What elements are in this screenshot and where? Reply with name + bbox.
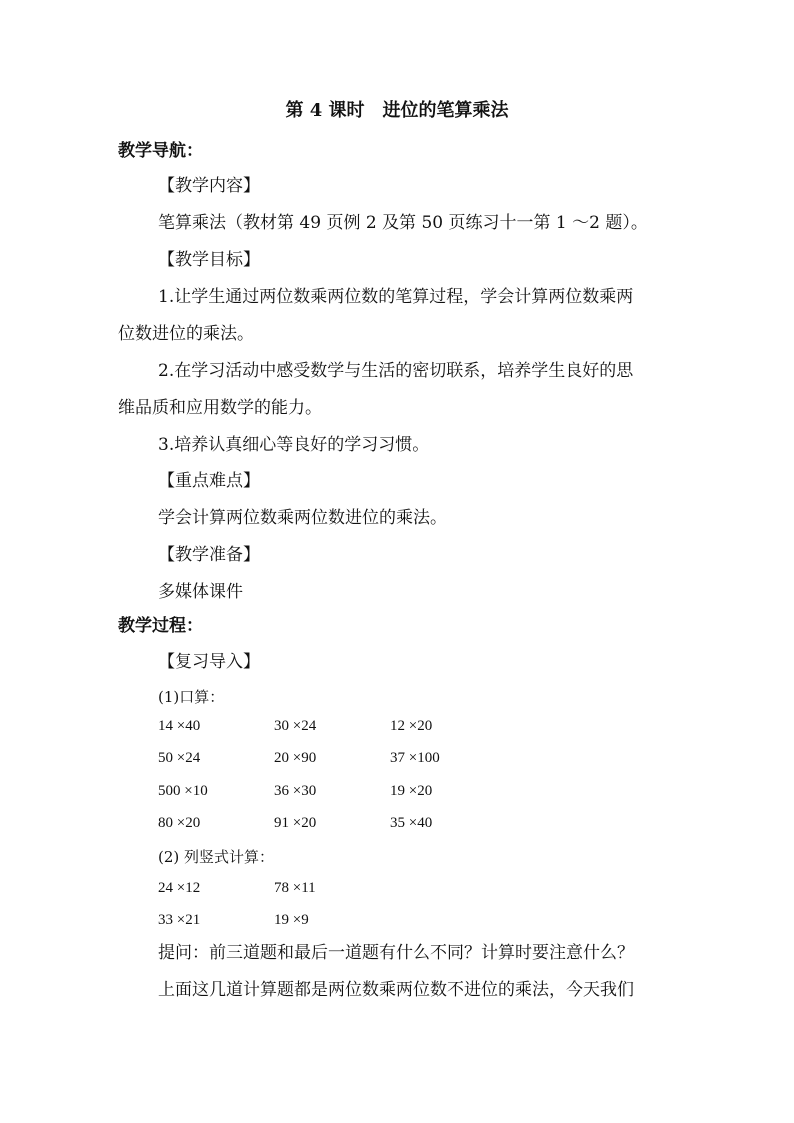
goal-2-line-1: 2.在学习活动中感受数学与生活的密切联系，培养学生良好的思 bbox=[158, 361, 634, 381]
oral-item: 36 ×30 bbox=[274, 783, 317, 799]
oral-item: 500 ×10 bbox=[158, 783, 208, 799]
section-heading-guide: 教学导航： bbox=[118, 141, 203, 161]
oral-item: 20 ×90 bbox=[274, 750, 317, 766]
written-item: 19 ×9 bbox=[274, 912, 309, 928]
key-points-text: 学会计算两位数乘两位数进位的乘法。 bbox=[158, 508, 447, 528]
oral-item: 19 ×20 bbox=[390, 783, 433, 799]
content-text: 笔算乘法（教材第 49 页例 2 及第 50 页练习十一第 1 ～2 题）。 bbox=[158, 213, 648, 233]
goal-3: 3.培养认真细心等良好的学习习惯。 bbox=[158, 435, 430, 455]
written-item: 24 ×12 bbox=[158, 880, 201, 896]
tag-preparation: 【教学准备】 bbox=[158, 545, 260, 565]
oral-item: 80 ×20 bbox=[158, 815, 201, 831]
oral-item: 50 ×24 bbox=[158, 750, 201, 766]
oral-item: 37 ×100 bbox=[390, 750, 440, 766]
tag-key-points: 【重点难点】 bbox=[158, 471, 260, 491]
oral-item: 12 ×20 bbox=[390, 718, 433, 734]
tag-content: 【教学内容】 bbox=[158, 176, 260, 196]
goal-1-line-1: 1.让学生通过两位数乘两位数的笔算过程，学会计算两位数乘两 bbox=[158, 287, 634, 307]
preparation-text: 多媒体课件 bbox=[158, 582, 243, 602]
question-text: 提问：前三道题和最后一道题有什么不同？计算时要注意什么？ bbox=[158, 943, 634, 963]
oral-item: 35 ×40 bbox=[390, 815, 433, 831]
written-item: 33 ×21 bbox=[158, 912, 201, 928]
oral-label: (1)口算： bbox=[158, 688, 225, 706]
page-title: 第 4 课时 进位的笔算乘法 bbox=[285, 100, 509, 121]
closing-text: 上面这几道计算题都是两位数乘两位数不进位的乘法，今天我们 bbox=[158, 980, 634, 1000]
oral-item: 14 ×40 bbox=[158, 718, 201, 734]
oral-item: 91 ×20 bbox=[274, 815, 317, 831]
goal-2-line-2: 维品质和应用数学的能力。 bbox=[118, 398, 322, 418]
tag-review: 【复习导入】 bbox=[158, 652, 260, 672]
written-item: 78 ×11 bbox=[274, 880, 316, 896]
oral-item: 30 ×24 bbox=[274, 718, 317, 734]
written-label: (2) 列竖式计算： bbox=[158, 848, 275, 866]
tag-goals: 【教学目标】 bbox=[158, 250, 260, 270]
goal-1-line-2: 位数进位的乘法。 bbox=[118, 324, 254, 344]
section-heading-process: 教学过程： bbox=[118, 616, 203, 636]
